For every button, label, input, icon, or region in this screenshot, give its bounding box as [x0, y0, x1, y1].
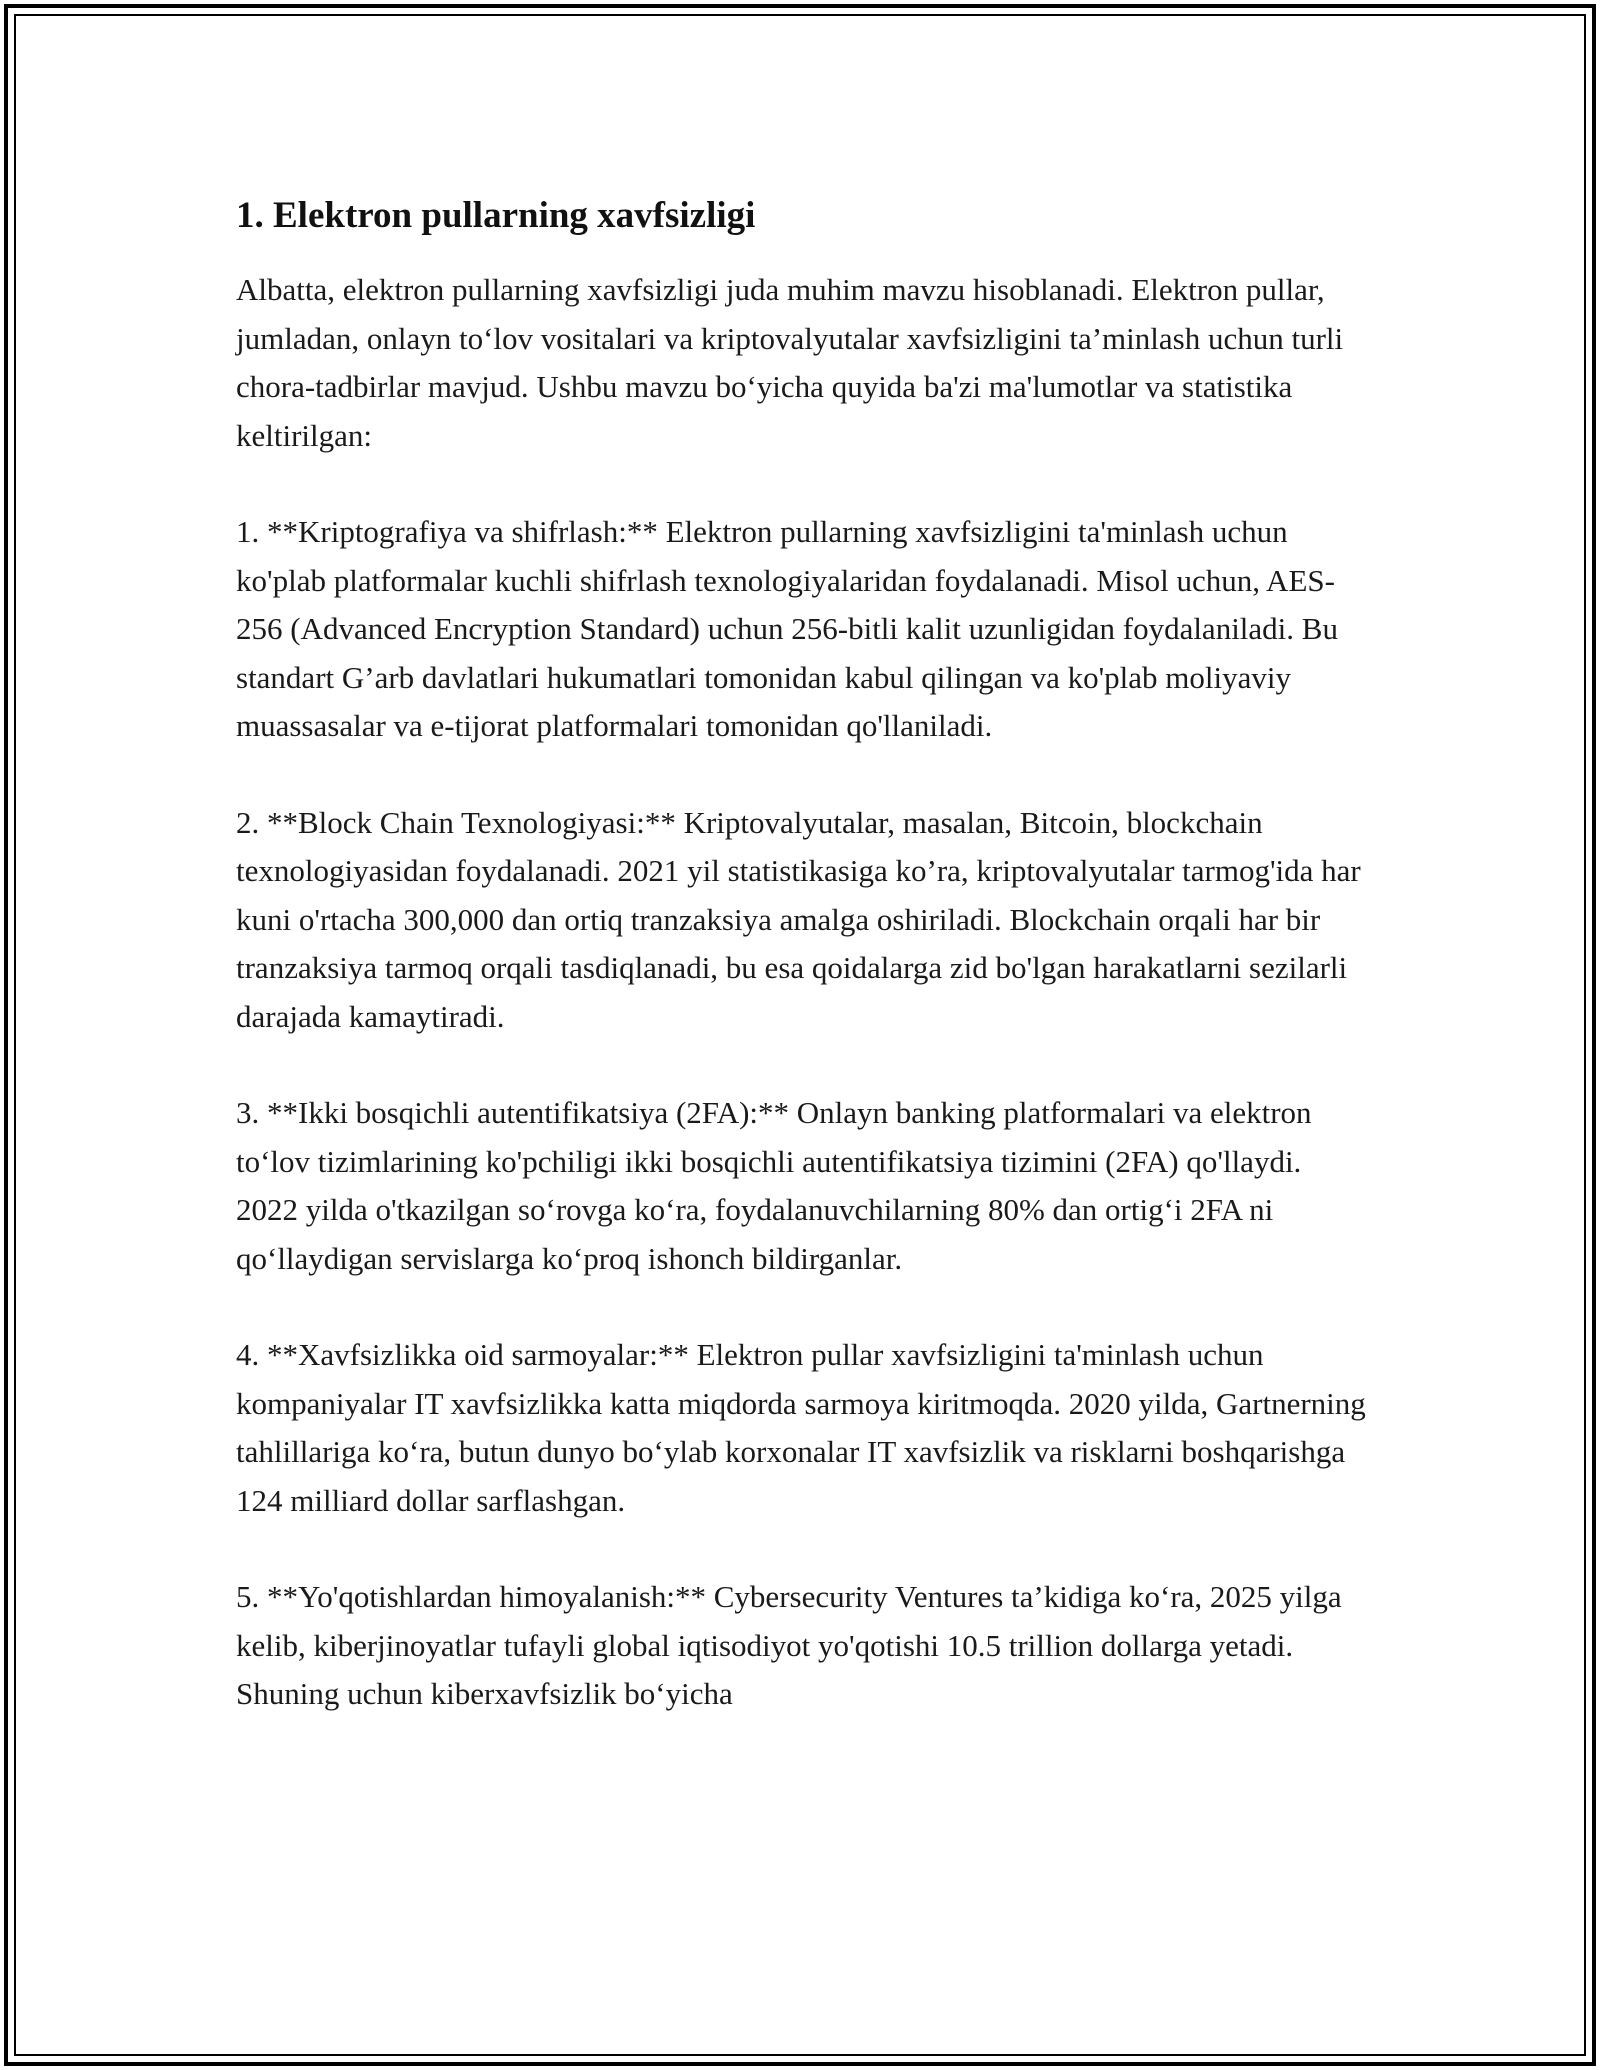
paragraph-intro: Albatta, elektron pullarning xavfsizligi juda muhim mavzu hisoblanadi. Elektron pullar, jumladan, onlayn to‘lov vositalari va kriptovalyutalar xavfsizligini ta’minlash uchun turli chora-tadbirlar mavjud. Ushbu mavzu bo‘yicha quyida ba'zi ma'lumotlar va statistika keltirilgan: [236, 272, 1344, 453]
paragraph-loss-protection: 5. **Yo'qotishlardan himoyalanish:** Cybersecurity Ventures ta’kidiga ko‘ra, 2025 yilga kelib, kiberjinoyatlar tufayli global iqtisodiyot yo'qotishi 10.5 trillion dollarga yetadi. Shuning uchun kiberxavfsizlik bo‘yicha [236, 1579, 1342, 1711]
document-body [236, 188, 1366, 1767]
paragraph-security-investments: 4. **Xavfsizlikka oid sarmoyalar:** Elektron pullar xavfsizligini ta'minlash uchun kompaniyalar IT xavfsizlikka katta miqdorda sarmoya kiritmoqda. 2020 yilda, Gartnerning tahlillariga ko‘ra, butun dunyo bo‘ylab korxonalar IT xavfsizlik va risklarni boshqarishga 124 milliard dollar sarflashgan. [236, 1337, 1366, 1518]
document-title: 1. Elektron pullarning xavfsizligi [236, 195, 756, 236]
paragraph-cryptography: 1. **Kriptografiya va shifrlash:** Elektron pullarning xavfsizligini ta'minlash uchun ko'plab platformalar kuchli shifrlash texnologiyalaridan foydalanadi. Misol uchun, AES-256 (Advanced Encryption Standard) uchun 256-bitli kalit uzunligidan foydalaniladi. Bu standart G’arb davlatlari hukumatlari tomonidan kabul qilingan va ko'plab moliyaviy muassasalar va e-tijorat platformalari tomonidan qo'llaniladi. [236, 514, 1338, 743]
paragraph-2fa: 3. **Ikki bosqichli autentifikatsiya (2FA):** Onlayn banking platformalari va elektron to‘lov tizimlarining ko'pchiligi ikki bosqichli autentifikatsiya tizimini (2FA) qo'llaydi. 2022 yilda o'tkazilgan so‘rovga ko‘ra, foydalanuvchilarning 80% dan ortig‘i 2FA ni qo‘llaydigan servislarga ko‘proq ishonch bildirganlar. [236, 1095, 1312, 1276]
paragraph-blockchain: 2. **Block Chain Texnologiyasi:** Kriptovalyutalar, masalan, Bitcoin, blockchain texnologiyasidan foydalanadi. 2021 yil statistikasiga ko’ra, kriptovalyutalar tarmog'ida har kuni o'rtacha 300,000 dan ortiq tranzaksiya amalga oshiriladi. Blockchain orqali har bir tranzaksiya tarmoq orqali tasdiqlanadi, bu esa qoidalarga zid bo'lgan harakatlarni sezilarli darajada kamaytiradi. [236, 804, 1361, 1034]
